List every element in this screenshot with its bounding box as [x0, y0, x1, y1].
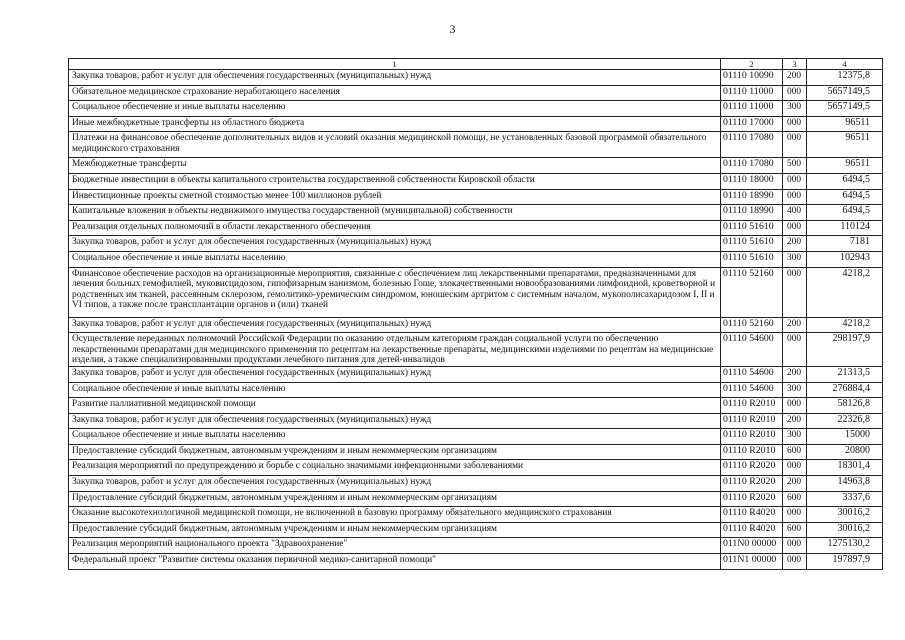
row-amount: 96511: [807, 116, 883, 132]
row-amount: 3337,6: [807, 491, 883, 507]
row-description: Федеральный проект "Развитие системы оказания первичной медико-санитарной помощи": [69, 554, 721, 570]
row-expense-type: 000: [783, 189, 807, 205]
row-budget-code: 01110 R4020: [721, 507, 783, 523]
row-expense-type: 000: [783, 267, 807, 317]
row-amount: 4218,2: [807, 317, 883, 333]
row-budget-code: 01110 10090: [721, 70, 783, 86]
table-row: [69, 116, 883, 132]
row-description: Иные межбюджетные трансферты из областного бюджета: [69, 116, 721, 132]
row-amount: 12375,8: [807, 70, 883, 86]
row-expense-type: 500: [783, 158, 807, 174]
table-row: [69, 220, 883, 236]
row-expense-type: 000: [783, 116, 807, 132]
row-expense-type: 000: [783, 538, 807, 554]
row-amount: 96511: [807, 132, 883, 158]
row-amount: 6494,5: [807, 189, 883, 205]
table-row: [69, 444, 883, 460]
row-budget-code: 01110 R4020: [721, 522, 783, 538]
table-row: [69, 267, 883, 317]
row-expense-type: 000: [783, 507, 807, 523]
row-budget-code: 011N1 00000: [721, 554, 783, 570]
row-budget-code: 01110 R2020: [721, 491, 783, 507]
row-budget-code: 01110 R2020: [721, 476, 783, 492]
row-budget-code: 01110 17080: [721, 158, 783, 174]
row-expense-type: 600: [783, 522, 807, 538]
row-amount: 110124: [807, 220, 883, 236]
row-description: Закупка товаров, работ и услуг для обеспечения государственных (муниципальных) нужд: [69, 476, 721, 492]
row-amount: 5657149,5: [807, 85, 883, 101]
row-expense-type: 000: [783, 173, 807, 189]
row-amount: 58126,8: [807, 398, 883, 414]
row-expense-type: 200: [783, 476, 807, 492]
row-expense-type: 300: [783, 382, 807, 398]
row-description: Закупка товаров, работ и услуг для обеспечения государственных (муниципальных) нужд: [69, 317, 721, 333]
row-budget-code: 01110 11000: [721, 101, 783, 117]
row-description: Развитие паллиативной медицинской помощи: [69, 398, 721, 414]
row-description: Социальное обеспечение и иные выплаты населению: [69, 251, 721, 267]
table-row: [69, 205, 883, 221]
row-description: Реализация мероприятий по предупреждению и борьбе с социально значимыми инфекционными заболеваниями: [69, 460, 721, 476]
table-row: [69, 101, 883, 117]
row-amount: 6494,5: [807, 205, 883, 221]
row-expense-type: 200: [783, 366, 807, 382]
row-description: Платежи на финансовое обеспечение дополнительных видов и условий оказания медицинской помощи, не установленных базовой программой обязательного медицинского страхования: [69, 132, 721, 158]
row-expense-type: 300: [783, 429, 807, 445]
table-row: [69, 476, 883, 492]
row-budget-code: 01110 R2010: [721, 398, 783, 414]
row-description: Предоставление субсидий бюджетным, автономным учреждениям и иным некоммерческим организациям: [69, 491, 721, 507]
row-description: Закупка товаров, работ и услуг для обеспечения государственных (муниципальных) нужд: [69, 413, 721, 429]
row-description: Оказание высокотехнологичной медицинской помощи, не включенной в базовую программу обязательного медицинского страхования: [69, 507, 721, 523]
table-row: [69, 429, 883, 445]
row-description: Социальное обеспечение и иные выплаты населению: [69, 382, 721, 398]
table-row: [69, 251, 883, 267]
row-description: Предоставление субсидий бюджетным, автономным учреждениям и иным некоммерческим организациям: [69, 444, 721, 460]
table-row: [69, 398, 883, 414]
row-expense-type: 000: [783, 333, 807, 367]
row-expense-type: 000: [783, 132, 807, 158]
table-row: [69, 333, 883, 367]
table-row: [69, 507, 883, 523]
table-row: [69, 158, 883, 174]
row-expense-type: 200: [783, 413, 807, 429]
row-description: Социальное обеспечение и иные выплаты населению: [69, 429, 721, 445]
row-description: Закупка товаров, работ и услуг для обеспечения государственных (муниципальных) нужд: [69, 236, 721, 252]
row-amount: 21313,5: [807, 366, 883, 382]
row-budget-code: 01110 51610: [721, 251, 783, 267]
row-description: Межбюджетные трансферты: [69, 158, 721, 174]
row-amount: 1275130,2: [807, 538, 883, 554]
row-budget-code: 011N0 00000: [721, 538, 783, 554]
header-col-1: 1: [69, 59, 721, 70]
row-description: Реализация отдельных полномочий в области лекарственного обеспечения: [69, 220, 721, 236]
row-budget-code: 01110 51610: [721, 220, 783, 236]
row-description: Обязательное медицинское страхование неработающего населения: [69, 85, 721, 101]
row-amount: 30016,2: [807, 507, 883, 523]
row-amount: 276884,4: [807, 382, 883, 398]
row-budget-code: 01110 52160: [721, 317, 783, 333]
row-amount: 22326,8: [807, 413, 883, 429]
row-budget-code: 01110 52160: [721, 267, 783, 317]
row-expense-type: 000: [783, 220, 807, 236]
header-col-2: 2: [721, 59, 783, 70]
row-description: Финансовое обеспечение расходов на организационные мероприятия, связанные с обеспечением лиц лекарственными препаратами, предназначенными для лечения больных гемофилией, муковисцидозом, гипофизарным нанизмом, болезнью Гоше, злокачественными новообразованиями лимфоидной, кроветворной и родственных им тканей, рассеянным склерозом, гемолитико-уремическим синдромом, юношеским артритом с системным началом, мукополисахаридозом I, II и VI типов, а также после трансплантации органов и (или) тканей: [69, 267, 721, 317]
row-amount: 102943: [807, 251, 883, 267]
row-amount: 6494,5: [807, 173, 883, 189]
row-expense-type: 300: [783, 251, 807, 267]
table-row: [69, 189, 883, 205]
table-row: [69, 70, 883, 86]
table-row: [69, 173, 883, 189]
header-col-4: 4: [807, 59, 883, 70]
row-budget-code: 01110 R2020: [721, 460, 783, 476]
row-description: Реализация мероприятий национального проекта "Здравоохранение": [69, 538, 721, 554]
row-budget-code: 01110 54600: [721, 333, 783, 367]
row-budget-code: 01110 54600: [721, 366, 783, 382]
row-description: Предоставление субсидий бюджетным, автономным учреждениям и иным некоммерческим организациям: [69, 522, 721, 538]
row-expense-type: 300: [783, 101, 807, 117]
row-budget-code: 01110 11000: [721, 85, 783, 101]
row-budget-code: 01110 R2010: [721, 429, 783, 445]
row-expense-type: 000: [783, 460, 807, 476]
row-expense-type: 200: [783, 70, 807, 86]
row-description: Капитальные вложения в объекты недвижимого имущества государственной (муниципальной) собственности: [69, 205, 721, 221]
row-amount: 298197,9: [807, 333, 883, 367]
row-description: Закупка товаров, работ и услуг для обеспечения государственных (муниципальных) нужд: [69, 366, 721, 382]
row-amount: 7181: [807, 236, 883, 252]
budget-table-body: [69, 59, 883, 570]
row-amount: 197897,9: [807, 554, 883, 570]
table-row: [69, 382, 883, 398]
row-budget-code: 01110 17000: [721, 116, 783, 132]
row-expense-type: 400: [783, 205, 807, 221]
table-row: [69, 554, 883, 570]
row-amount: 18301,4: [807, 460, 883, 476]
table-header-row: [69, 59, 883, 70]
table-row: [69, 538, 883, 554]
table-row: [69, 491, 883, 507]
row-budget-code: 01110 18990: [721, 205, 783, 221]
row-expense-type: 000: [783, 398, 807, 414]
table-row: [69, 236, 883, 252]
row-budget-code: 01110 18990: [721, 189, 783, 205]
table-row: [69, 460, 883, 476]
row-budget-code: 01110 R2010: [721, 413, 783, 429]
row-amount: 15000: [807, 429, 883, 445]
header-col-3: 3: [783, 59, 807, 70]
table-row: [69, 132, 883, 158]
table-row: [69, 413, 883, 429]
row-budget-code: 01110 51610: [721, 236, 783, 252]
row-expense-type: 000: [783, 554, 807, 570]
row-description: Закупка товаров, работ и услуг для обеспечения государственных (муниципальных) нужд: [69, 70, 721, 86]
row-amount: 30016,2: [807, 522, 883, 538]
page-number: 3: [449, 22, 456, 36]
row-amount: 5657149,5: [807, 101, 883, 117]
row-expense-type: 000: [783, 85, 807, 101]
table-row: [69, 366, 883, 382]
row-budget-code: 01110 17080: [721, 132, 783, 158]
table-row: [69, 522, 883, 538]
row-description: Инвестиционные проекты сметной стоимостью менее 100 миллионов рублей: [69, 189, 721, 205]
row-amount: 4218,2: [807, 267, 883, 317]
row-amount: 96511: [807, 158, 883, 174]
row-description: Бюджетные инвестиции в объекты капитального строительства государственной собственности Кировской области: [69, 173, 721, 189]
table-row: [69, 317, 883, 333]
row-budget-code: 01110 R2010: [721, 444, 783, 460]
row-expense-type: 600: [783, 444, 807, 460]
row-amount: 14963,8: [807, 476, 883, 492]
row-description: Социальное обеспечение и иные выплаты населению: [69, 101, 721, 117]
row-budget-code: 01110 54600: [721, 382, 783, 398]
row-expense-type: 200: [783, 317, 807, 333]
row-budget-code: 01110 18000: [721, 173, 783, 189]
row-expense-type: 200: [783, 236, 807, 252]
row-description: Осуществление переданных полномочий Российской Федерации по оказанию отдельным категориям граждан социальной услуги по обеспечению лекарственными препаратами для медицинского применения по рецептам на лекарственные препараты, медицинскими изделиями по рецептам на медицинские изделия, а также специализированными продуктами лечебного питания для детей-инвалидов: [69, 333, 721, 367]
row-expense-type: 600: [783, 491, 807, 507]
row-amount: 20800: [807, 444, 883, 460]
budget-table: [68, 58, 883, 570]
table-row: [69, 85, 883, 101]
